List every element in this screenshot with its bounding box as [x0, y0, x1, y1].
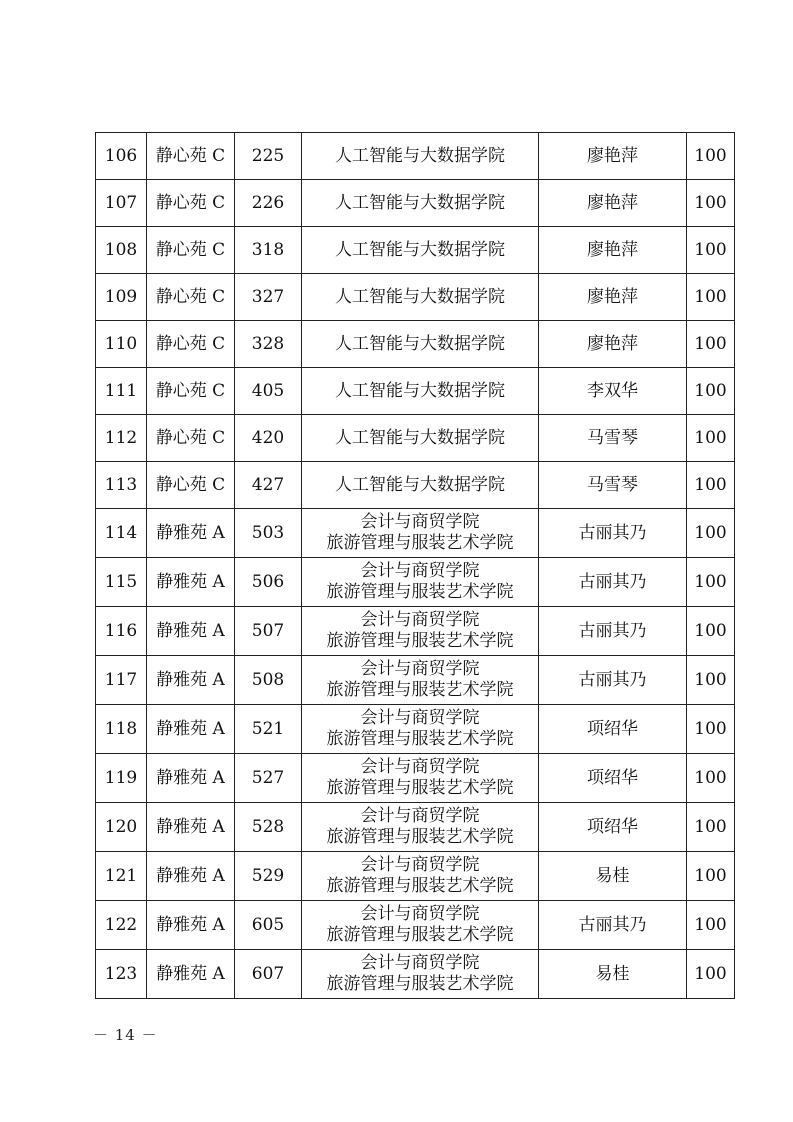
score-cell: 100 [687, 558, 735, 607]
counselor-cell: 项绍华 [539, 705, 687, 754]
score-cell: 100 [687, 415, 735, 462]
score-cell: 100 [687, 656, 735, 705]
building-cell: 静心苑 C [147, 462, 235, 509]
college-name: 会计与商贸学院 [360, 659, 480, 679]
building-cell: 静心苑 C [147, 415, 235, 462]
table-body [96, 133, 735, 999]
room-number-cell: 508 [235, 656, 302, 705]
college-cell [302, 705, 539, 754]
score-cell: 100 [687, 368, 735, 415]
counselor-cell: 易桂 [539, 950, 687, 999]
building-cell: 静雅苑 A [147, 852, 235, 901]
row-number-cell: 115 [96, 558, 147, 607]
score-cell: 100 [687, 462, 735, 509]
counselor-cell: 廖艳萍 [539, 227, 687, 274]
college-name: 人工智能与大数据学院 [335, 427, 505, 448]
college-name: 会计与商贸学院 [360, 953, 480, 973]
college-cell [302, 803, 539, 852]
row-number-cell: 110 [96, 321, 147, 368]
row-number-cell: 114 [96, 509, 147, 558]
counselor-cell: 易桂 [539, 852, 687, 901]
room-number-cell: 328 [235, 321, 302, 368]
score-cell: 100 [687, 852, 735, 901]
building-cell: 静雅苑 A [147, 901, 235, 950]
table-row [96, 607, 735, 656]
college-name: 会计与商贸学院 [360, 561, 480, 581]
college-name: 人工智能与大数据学院 [335, 286, 505, 307]
table-row [96, 509, 735, 558]
college-cell [302, 368, 539, 415]
table-row [96, 950, 735, 999]
college-name: 会计与商贸学院 [360, 757, 480, 777]
college-cell [302, 227, 539, 274]
row-number-cell: 109 [96, 274, 147, 321]
building-cell: 静雅苑 A [147, 558, 235, 607]
row-number-cell: 123 [96, 950, 147, 999]
college-name: 人工智能与大数据学院 [335, 333, 505, 354]
score-cell: 100 [687, 901, 735, 950]
counselor-cell: 廖艳萍 [539, 133, 687, 180]
table-row [96, 133, 735, 180]
score-cell: 100 [687, 274, 735, 321]
college-name: 会计与商贸学院 [360, 806, 480, 826]
room-number-cell: 521 [235, 705, 302, 754]
college-cell [302, 133, 539, 180]
college-name: 人工智能与大数据学院 [335, 380, 505, 401]
table-row [96, 558, 735, 607]
table-row [96, 321, 735, 368]
row-number-cell: 108 [96, 227, 147, 274]
college-name: 人工智能与大数据学院 [335, 474, 505, 495]
counselor-cell: 古丽其乃 [539, 901, 687, 950]
counselor-cell: 古丽其乃 [539, 558, 687, 607]
building-cell: 静雅苑 A [147, 803, 235, 852]
score-cell: 100 [687, 321, 735, 368]
college-name: 人工智能与大数据学院 [335, 145, 505, 166]
college-cell [302, 852, 539, 901]
building-cell: 静心苑 C [147, 321, 235, 368]
college-name: 人工智能与大数据学院 [335, 192, 505, 213]
score-cell: 100 [687, 950, 735, 999]
row-number-cell: 119 [96, 754, 147, 803]
room-number-cell: 405 [235, 368, 302, 415]
room-number-cell: 318 [235, 227, 302, 274]
dormitory-score-table [95, 132, 735, 999]
table-row [96, 180, 735, 227]
row-number-cell: 113 [96, 462, 147, 509]
building-cell: 静雅苑 A [147, 705, 235, 754]
room-number-cell: 327 [235, 274, 302, 321]
college-name: 旅游管理与服装艺术学院 [326, 582, 514, 602]
row-number-cell: 111 [96, 368, 147, 415]
college-name: 会计与商贸学院 [360, 512, 480, 532]
counselor-cell: 古丽其乃 [539, 656, 687, 705]
college-cell [302, 180, 539, 227]
counselor-cell: 项绍华 [539, 754, 687, 803]
row-number-cell: 122 [96, 901, 147, 950]
counselor-cell: 马雪琴 [539, 415, 687, 462]
building-cell: 静雅苑 A [147, 950, 235, 999]
table-row [96, 462, 735, 509]
college-cell [302, 950, 539, 999]
college-cell [302, 656, 539, 705]
college-cell [302, 901, 539, 950]
college-name: 会计与商贸学院 [360, 904, 480, 924]
college-name: 旅游管理与服装艺术学院 [326, 827, 514, 847]
table-row [96, 754, 735, 803]
college-cell [302, 607, 539, 656]
row-number-cell: 107 [96, 180, 147, 227]
college-name: 旅游管理与服装艺术学院 [326, 729, 514, 749]
building-cell: 静雅苑 A [147, 509, 235, 558]
room-number-cell: 226 [235, 180, 302, 227]
building-cell: 静心苑 C [147, 368, 235, 415]
counselor-cell: 李双华 [539, 368, 687, 415]
score-cell: 100 [687, 607, 735, 656]
table-row [96, 227, 735, 274]
counselor-cell: 廖艳萍 [539, 180, 687, 227]
college-name: 会计与商贸学院 [360, 708, 480, 728]
college-cell [302, 462, 539, 509]
college-name: 旅游管理与服装艺术学院 [326, 876, 514, 896]
counselor-cell: 古丽其乃 [539, 607, 687, 656]
row-number-cell: 118 [96, 705, 147, 754]
table-row [96, 803, 735, 852]
college-cell [302, 415, 539, 462]
room-number-cell: 503 [235, 509, 302, 558]
score-cell: 100 [687, 227, 735, 274]
college-cell [302, 754, 539, 803]
room-number-cell: 507 [235, 607, 302, 656]
row-number-cell: 121 [96, 852, 147, 901]
college-name: 旅游管理与服装艺术学院 [326, 533, 514, 553]
counselor-cell: 廖艳萍 [539, 321, 687, 368]
room-number-cell: 605 [235, 901, 302, 950]
table-row [96, 705, 735, 754]
building-cell: 静心苑 C [147, 274, 235, 321]
building-cell: 静雅苑 A [147, 607, 235, 656]
building-cell: 静心苑 C [147, 227, 235, 274]
score-cell: 100 [687, 509, 735, 558]
room-number-cell: 527 [235, 754, 302, 803]
college-name: 旅游管理与服装艺术学院 [326, 778, 514, 798]
college-cell [302, 509, 539, 558]
building-cell: 静心苑 C [147, 180, 235, 227]
table-row [96, 415, 735, 462]
college-name: 会计与商贸学院 [360, 855, 480, 875]
college-cell [302, 274, 539, 321]
row-number-cell: 106 [96, 133, 147, 180]
page-number: － 14 － [93, 1026, 158, 1044]
college-name: 会计与商贸学院 [360, 610, 480, 630]
room-number-cell: 427 [235, 462, 302, 509]
room-number-cell: 420 [235, 415, 302, 462]
room-number-cell: 529 [235, 852, 302, 901]
college-name: 旅游管理与服装艺术学院 [326, 974, 514, 994]
room-number-cell: 528 [235, 803, 302, 852]
score-cell: 100 [687, 754, 735, 803]
building-cell: 静雅苑 A [147, 754, 235, 803]
college-name: 旅游管理与服装艺术学院 [326, 680, 514, 700]
score-cell: 100 [687, 803, 735, 852]
college-cell [302, 558, 539, 607]
room-number-cell: 225 [235, 133, 302, 180]
row-number-cell: 112 [96, 415, 147, 462]
table-row [96, 274, 735, 321]
row-number-cell: 117 [96, 656, 147, 705]
counselor-cell: 廖艳萍 [539, 274, 687, 321]
room-number-cell: 506 [235, 558, 302, 607]
building-cell: 静雅苑 A [147, 656, 235, 705]
table-row [96, 368, 735, 415]
counselor-cell: 古丽其乃 [539, 509, 687, 558]
score-cell: 100 [687, 705, 735, 754]
room-number-cell: 607 [235, 950, 302, 999]
score-cell: 100 [687, 133, 735, 180]
college-name: 旅游管理与服装艺术学院 [326, 925, 514, 945]
table-row [96, 852, 735, 901]
college-name: 旅游管理与服装艺术学院 [326, 631, 514, 651]
score-cell: 100 [687, 180, 735, 227]
building-cell: 静心苑 C [147, 133, 235, 180]
college-name: 人工智能与大数据学院 [335, 239, 505, 260]
counselor-cell: 项绍华 [539, 803, 687, 852]
college-cell [302, 321, 539, 368]
counselor-cell: 马雪琴 [539, 462, 687, 509]
table-row [96, 656, 735, 705]
table-row [96, 901, 735, 950]
row-number-cell: 120 [96, 803, 147, 852]
row-number-cell: 116 [96, 607, 147, 656]
